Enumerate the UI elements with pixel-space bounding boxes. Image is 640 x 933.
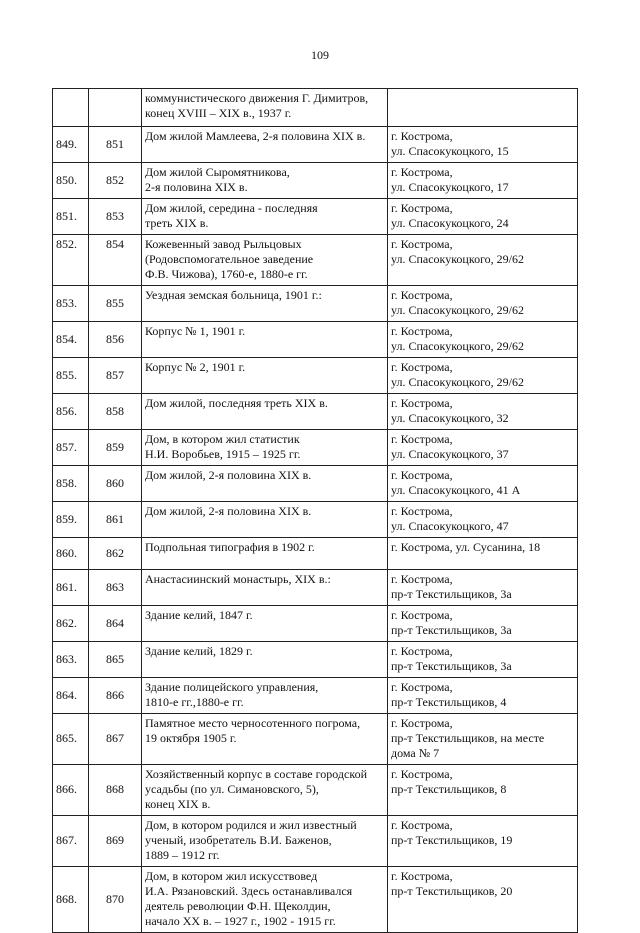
table-row [53,127,578,163]
object-number-cell: 858 [89,394,142,430]
object-number-cell: 864 [89,606,142,642]
object-name-cell: Здание келий, 1829 г. [142,642,388,678]
object-number-cell: 866 [89,678,142,714]
object-name-cell: Здание полицейского управления, 1810-е гг.,1880-е гг. [142,678,388,714]
table-row [53,430,578,466]
object-number-cell: 870 [89,867,142,933]
table-row [53,394,578,430]
object-number-cell: 852 [89,163,142,199]
row-number-cell: 850. [53,163,89,199]
address-cell: г. Кострома, ул. Спасокукоцкого, 29/62 [388,322,578,358]
object-number-cell: 867 [89,714,142,765]
row-number-cell: 853. [53,286,89,322]
row-number-cell: 862. [53,606,89,642]
object-number-cell: 854 [89,235,142,286]
object-name-cell: Дом, в котором родился и жил известный ученый, изобретатель В.И. Баженов, 1889 – 1912 гг. [142,816,388,867]
address-cell [388,89,578,127]
address-cell: г. Кострома, ул. Сусанина, 18 [388,538,578,570]
row-number-cell: 856. [53,394,89,430]
row-number-cell: 861. [53,570,89,606]
row-number-cell: 851. [53,199,89,235]
row-number-cell: 852. [53,235,89,286]
table-row [53,538,578,570]
object-number-cell: 865 [89,642,142,678]
address-cell: г. Кострома, ул. Спасокукоцкого, 29/62 [388,286,578,322]
row-number-cell: 865. [53,714,89,765]
table-row [53,235,578,286]
object-name-cell: Дом жилой, 2-я половина XIX в. [142,466,388,502]
object-name-cell: Дом, в котором жил статистик Н.И. Воробьев, 1915 – 1925 гг. [142,430,388,466]
row-number-cell: 855. [53,358,89,394]
table-row [53,89,578,127]
object-number-cell: 860 [89,466,142,502]
address-cell: г. Кострома, пр-т Текстильщиков, 20 [388,867,578,933]
table-row [53,358,578,394]
address-cell: г. Кострома, пр-т Текстильщиков, 19 [388,816,578,867]
object-name-cell: Анастасиинский монастырь, XIX в.: [142,570,388,606]
table-row [53,502,578,538]
row-number-cell: 857. [53,430,89,466]
address-cell: г. Кострома, ул. Спасокукоцкого, 41 А [388,466,578,502]
table-row [53,199,578,235]
table-row [53,816,578,867]
object-name-cell: Памятное место черносотенного погрома, 19 октября 1905 г. [142,714,388,765]
table-row [53,606,578,642]
address-cell: г. Кострома, ул. Спасокукоцкого, 32 [388,394,578,430]
address-cell: г. Кострома, ул. Спасокукоцкого, 24 [388,199,578,235]
address-cell: г. Кострома, ул. Спасокукоцкого, 17 [388,163,578,199]
address-cell: г. Кострома, пр-т Текстильщиков, 3а [388,606,578,642]
object-name-cell: Уездная земская больница, 1901 г.: [142,286,388,322]
object-name-cell: Дом жилой, 2-я половина XIX в. [142,502,388,538]
object-number-cell: 868 [89,765,142,816]
row-number-cell [53,89,89,127]
row-number-cell: 860. [53,538,89,570]
object-number-cell [89,89,142,127]
table-row [53,163,578,199]
table-row [53,286,578,322]
row-number-cell: 858. [53,466,89,502]
object-number-cell: 862 [89,538,142,570]
row-number-cell: 863. [53,642,89,678]
object-number-cell: 851 [89,127,142,163]
object-number-cell: 869 [89,816,142,867]
row-number-cell: 849. [53,127,89,163]
row-number-cell: 859. [53,502,89,538]
row-number-cell: 866. [53,765,89,816]
object-name-cell: Дом жилой Мамлеева, 2-я половина XIX в. [142,127,388,163]
table-row [53,642,578,678]
object-name-cell: Дом, в котором жил искусствовед И.А. Рязановский. Здесь останавливался деятель революции Ф.Н. Щеколдин, начало XX в. – 1927 г., 1902 - 1915 гг. [142,867,388,933]
address-cell: г. Кострома, пр-т Текстильщиков, 3а [388,642,578,678]
address-cell: г. Кострома, ул. Спасокукоцкого, 15 [388,127,578,163]
page-number: 109 [311,48,329,62]
table-row [53,570,578,606]
address-cell: г. Кострома, пр-т Текстильщиков, 8 [388,765,578,816]
object-name-cell: Корпус № 1, 1901 г. [142,322,388,358]
table-row [53,714,578,765]
table-row [53,678,578,714]
object-number-cell: 861 [89,502,142,538]
table-row [53,322,578,358]
object-name-cell: Здание келий, 1847 г. [142,606,388,642]
object-name-cell: Дом жилой, середина - последняя треть XIX в. [142,199,388,235]
object-number-cell: 855 [89,286,142,322]
object-name-cell: Дом жилой Сыромятникова, 2-я половина XIX в. [142,163,388,199]
row-number-cell: 868. [53,867,89,933]
object-name-cell: Кожевенный завод Рыльцовых (Родовспомогательное заведение Ф.В. Чижова), 1760-е, 1880-е гг. [142,235,388,286]
table-row [53,867,578,933]
address-cell: г. Кострома, пр-т Текстильщиков, 4 [388,678,578,714]
row-number-cell: 867. [53,816,89,867]
row-number-cell: 854. [53,322,89,358]
address-cell: г. Кострома, ул. Спасокукоцкого, 29/62 [388,235,578,286]
table-row [53,466,578,502]
address-cell: г. Кострома, ул. Спасокукоцкого, 29/62 [388,358,578,394]
object-number-cell: 853 [89,199,142,235]
object-name-cell: Подпольная типография в 1902 г. [142,538,388,570]
object-number-cell: 857 [89,358,142,394]
object-number-cell: 859 [89,430,142,466]
table-body [53,89,578,933]
object-name-cell: Корпус № 2, 1901 г. [142,358,388,394]
table-row [53,765,578,816]
address-cell: г. Кострома, пр-т Текстильщиков, 3а [388,570,578,606]
object-number-cell: 863 [89,570,142,606]
monuments-table [52,88,578,933]
object-name-cell: Хозяйственный корпус в составе городской усадьбы (по ул. Симановского, 5), конец XIX в. [142,765,388,816]
address-cell: г. Кострома, ул. Спасокукоцкого, 37 [388,430,578,466]
address-cell: г. Кострома, пр-т Текстильщиков, на месте дома № 7 [388,714,578,765]
object-name-cell: Дом жилой, последняя треть XIX в. [142,394,388,430]
object-name-cell: коммунистического движения Г. Димитров, конец XVIII – XIX в., 1937 г. [142,89,388,127]
object-number-cell: 856 [89,322,142,358]
row-number-cell: 864. [53,678,89,714]
address-cell: г. Кострома, ул. Спасокукоцкого, 47 [388,502,578,538]
